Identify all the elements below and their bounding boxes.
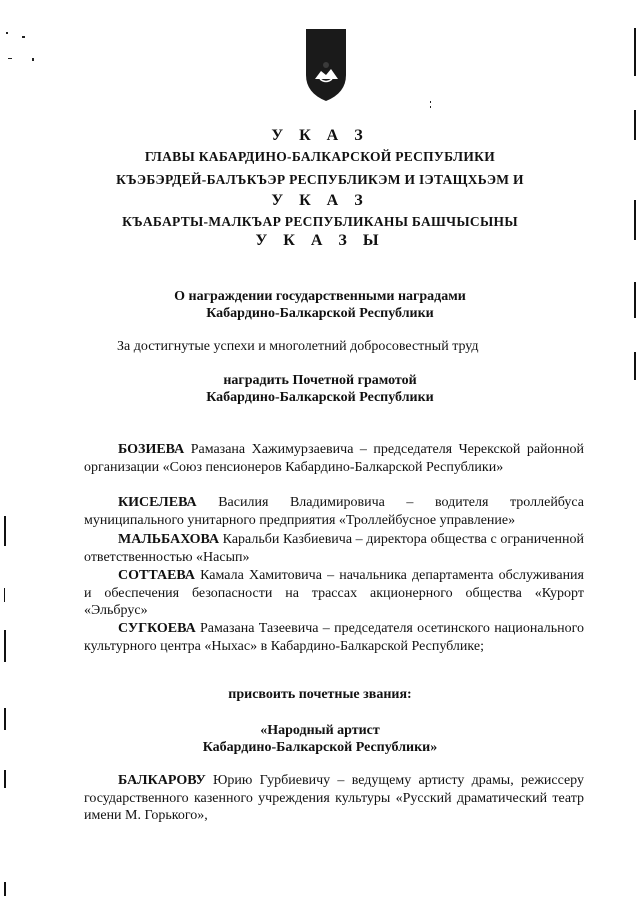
awardee-paragraph [84, 531, 584, 566]
decree-heading-balkar: У К А З Ы [255, 232, 385, 249]
awardee-surname: БОЗИЕВА [118, 442, 185, 457]
awardee-details: Юрию Гурбиевичу – ведущему артисту драмы, режиссеру государственного казенного учреждения культуры «Русский драматический театр имени М. Горького», [84, 773, 584, 823]
awardee-details: Камала Хамитовича – начальника департамента обслуживания и обеспечения безопасности на трассах акционерного общества «Курорт «Эльбрус» [84, 568, 584, 618]
honorary-title-line-2: Кабардино-Балкарской Республики» [202, 740, 438, 755]
scan-artifact [8, 58, 12, 59]
scan-artifact [22, 36, 25, 38]
scan-edge-mark [4, 630, 6, 662]
awardee-details: Василия Владимировича – водителя троллейбуса муниципального унитарного предприятия «Троллейбусное управление» [84, 495, 584, 528]
awardee-details: Рамазана Хажимурзаевича – председателя Черекской районной организации «Союз пенсионеров Кабардино-Балкарской Республики» [84, 442, 584, 475]
awardee-surname: МАЛЬБАХОВА [118, 532, 220, 547]
awardee-paragraph [84, 567, 584, 620]
decree-heading-kabardian: У К А З [271, 192, 369, 209]
decree-heading: У К А З [271, 127, 369, 144]
scan-edge-mark [634, 28, 636, 76]
honorary-title-name [0, 722, 640, 756]
decree-title-line-2: Кабардино-Балкарской Республики [206, 306, 434, 321]
section-heading-line-2: Кабардино-Балкарской Республики [206, 390, 434, 405]
awardee-surname: СОТТАЕВА [118, 568, 195, 583]
scan-artifact [430, 101, 431, 103]
scan-edge-mark [4, 516, 6, 546]
awardee-surname: СУГКОЕВА [118, 621, 196, 636]
intro-text: За достигнутые успехи и многолетний добросовестный труд [117, 339, 479, 354]
decree-title-line-1: О награждении государственными наградами [174, 289, 466, 304]
coat-of-arms-icon [303, 27, 349, 103]
awardee-paragraph [84, 620, 584, 655]
awardee-details: Рамазана Тазеевича – председателя осетинского национального культурного центра «Ныхас» в Кабардино-Балкарской Республике; [84, 621, 584, 654]
awardee-details: Каральби Казбиевича – директора общества с ограниченной ответственностью «Насып» [84, 532, 584, 565]
scan-artifact [32, 58, 34, 61]
scan-edge-mark [4, 882, 6, 896]
awardee-paragraph [84, 494, 584, 529]
honorary-title-line-1: «Народный артист [260, 723, 380, 738]
awardee-paragraph [84, 772, 584, 825]
section-heading-honorary-titles: присвоить почетные звания: [228, 687, 412, 702]
issuer-line-balkar: КЪАБАРТЫ-МАЛКЪАР РЕСПУБЛИКАНЫ БАШЧЫСЫНЫ [122, 214, 518, 229]
scan-artifact [6, 32, 8, 34]
awardee-surname: КИСЕЛЕВА [118, 495, 197, 510]
issuer-line-russian: ГЛАВЫ КАБАРДИНО-БАЛКАРСКОЙ РЕСПУБЛИКИ [144, 149, 496, 164]
awardee-paragraph [84, 441, 584, 476]
decree-title [0, 288, 640, 322]
awardee-surname: БАЛКАРОВУ [118, 773, 206, 788]
scan-edge-mark [4, 588, 5, 602]
section-heading-line-1: наградить Почетной грамотой [223, 373, 417, 388]
issuer-line-kabardian: КЪЭБЭРДЕЙ-БАЛЪКЪЭР РЕСПУБЛИКЭМ И ІЭТАЩХЬЭМ И [116, 172, 524, 187]
scan-edge-mark [4, 770, 6, 788]
scan-artifact [430, 106, 431, 108]
section-heading-certificate [0, 372, 640, 406]
